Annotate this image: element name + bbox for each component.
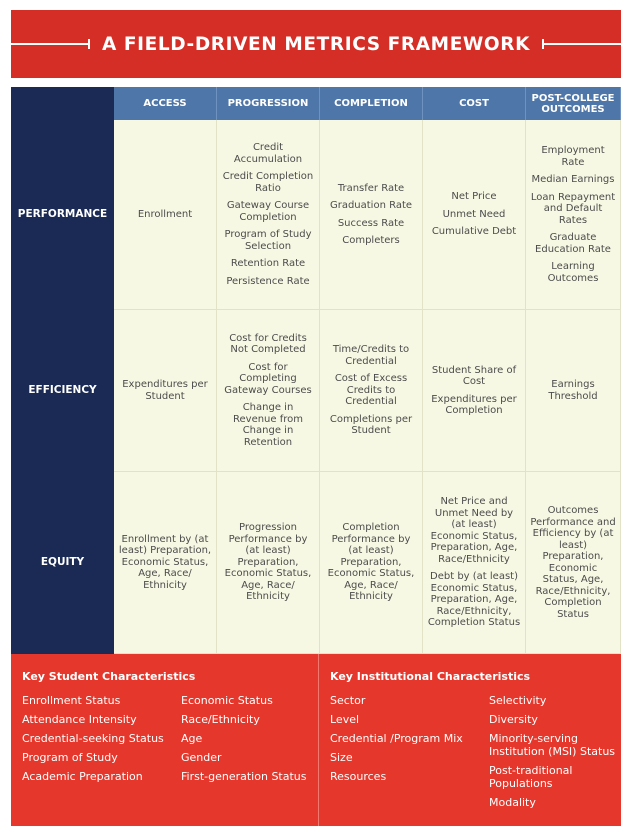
metric-item: Success Rate: [337, 217, 405, 229]
metric-item: Learning Outcomes: [547, 261, 599, 284]
metric-cell-efficiency-cost: [423, 310, 526, 472]
characteristic-item: Minority-serving Institution (MSI) Status: [489, 732, 616, 758]
student-characteristics-col2: [181, 694, 316, 789]
title-banner: [11, 10, 621, 78]
column-header-post-college-outcomes: POST-COLLEGE OUTCOMES: [526, 87, 621, 120]
metric-item: Persistence Rate: [226, 275, 310, 287]
metric-item: Median Earnings: [531, 174, 615, 185]
metric-item: Transfer Rate: [337, 182, 405, 194]
metric-item: Outcomes Performance and Efficiency by (at least) Preparation, Economic Status, Age, Race/Ethnicity, Completion Status: [530, 505, 616, 620]
metric-cell-efficiency-access: [114, 310, 217, 472]
institutional-characteristics-title: Key Institutional Characteristics: [330, 670, 531, 683]
characteristic-item: Economic Status: [181, 694, 273, 707]
metric-cell-equity-access: [114, 472, 217, 654]
characteristic-item: First-generation Status: [181, 770, 307, 783]
metric-item: Expenditures per Completion: [431, 393, 517, 416]
metric-item: Net Price: [451, 191, 497, 203]
institutional-characteristics: [319, 654, 621, 826]
metric-item: Completers: [342, 235, 400, 246]
metric-cell-equity-completion: [320, 472, 423, 654]
metric-item: Debt by (at least) Economic Status, Preparation, Age, Race/Ethnicity, Completion Status: [427, 571, 521, 629]
metric-item: Completion Performance by (at least) Preparation, Economic Status, Age, Race/ Ethnicity: [327, 522, 415, 603]
column-header-progression: PROGRESSION: [217, 87, 320, 120]
metric-cell-efficiency-progression: [217, 310, 320, 472]
page-title: A FIELD-DRIVEN METRICS FRAMEWORK: [101, 33, 531, 55]
institutional-characteristics-col1: [330, 694, 480, 789]
characteristic-item: Size: [330, 751, 353, 764]
characteristic-item: Race/Ethnicity: [181, 713, 260, 726]
metric-item: Graduation Rate: [329, 200, 413, 211]
metrics-matrix: [11, 87, 621, 654]
metric-item: Employment Rate: [541, 145, 605, 168]
metric-item: Gateway Course Completion: [226, 200, 310, 223]
metric-cell-efficiency-completion: [320, 310, 423, 472]
metric-cell-performance-access: [114, 120, 217, 310]
metric-item: Graduate Education Rate: [535, 232, 611, 255]
metric-item: Cost for Completing Gateway Courses: [224, 361, 312, 396]
metric-cell-performance-cost: [423, 120, 526, 310]
characteristic-item: Resources: [330, 770, 387, 783]
characteristic-item: Level: [330, 713, 360, 726]
characteristic-item: Attendance Intensity: [22, 713, 137, 726]
row-header-equity: EQUITY: [11, 472, 114, 654]
metric-item: Enrollment by (at least) Preparation, Economic Status, Age, Race/ Ethnicity: [118, 533, 212, 591]
metric-item: Loan Repayment and Default Rates: [530, 191, 616, 226]
metric-item: Enrollment: [137, 208, 193, 220]
characteristic-item: Age: [181, 732, 203, 745]
characteristic-item: Sector: [330, 694, 366, 707]
characteristic-item: Enrollment Status: [22, 694, 121, 707]
metric-cell-equity-cost: [423, 472, 526, 654]
student-characteristics-col1: [22, 694, 172, 789]
metric-cell-performance-completion: [320, 120, 423, 310]
metric-item: Net Price and Unmet Need by (at least) Economic Status, Preparation, Age, Race/Ethnicity: [430, 496, 518, 565]
metric-cell-equity-post-college-outcomes: [526, 472, 621, 654]
metric-item: Student Share of Cost: [431, 364, 517, 387]
characteristic-item: Credential /Program Mix: [330, 732, 463, 745]
row-header-efficiency: EFFICIENCY: [11, 310, 114, 472]
column-header-completion: COMPLETION: [320, 87, 423, 120]
characteristic-item: Credential-seeking Status: [22, 732, 164, 745]
characteristic-item: Post-traditional Populations: [489, 764, 573, 790]
metric-item: Program of Study Selection: [224, 229, 312, 252]
banner-rule-right: [542, 43, 630, 45]
metric-cell-efficiency-post-college-outcomes: [526, 310, 621, 472]
column-header-access: ACCESS: [114, 87, 217, 120]
metric-item: Time/Credits to Credential: [332, 344, 410, 367]
institutional-characteristics-col2: [489, 694, 619, 815]
characteristics-panel: [11, 654, 621, 826]
metric-item: Change in Revenue from Change in Retention: [233, 402, 303, 448]
characteristic-item: Selectivity: [489, 694, 547, 707]
column-header-cost: COST: [423, 87, 526, 120]
metric-item: Credit Completion Ratio: [222, 171, 314, 194]
characteristic-item: Diversity: [489, 713, 538, 726]
metric-item: Unmet Need: [442, 208, 506, 220]
metric-item: Credit Accumulation: [233, 142, 303, 165]
metric-item: Earnings Threshold: [548, 379, 598, 402]
characteristic-item: Program of Study: [22, 751, 118, 764]
characteristic-item: Gender: [181, 751, 222, 764]
banner-rule-left: [2, 43, 90, 45]
matrix-corner: [11, 87, 114, 120]
characteristic-item: Modality: [489, 796, 536, 809]
metric-item: Expenditures per Student: [122, 379, 208, 402]
metric-item: Cost for Credits Not Completed: [229, 332, 307, 356]
row-header-performance: PERFORMANCE: [11, 120, 114, 310]
metric-cell-equity-progression: [217, 472, 320, 654]
metric-item: Retention Rate: [230, 258, 306, 269]
metric-item: Cumulative Debt: [431, 226, 517, 238]
metric-cell-performance-post-college-outcomes: [526, 120, 621, 310]
student-characteristics: [11, 654, 319, 826]
metric-cell-performance-progression: [217, 120, 320, 310]
student-characteristics-title: Key Student Characteristics: [22, 670, 196, 683]
metric-item: Cost of Excess Credits to Credential: [334, 373, 408, 408]
metric-item: Completions per Student: [329, 413, 413, 437]
characteristic-item: Academic Preparation: [22, 770, 143, 783]
metric-item: Progression Performance by (at least) Preparation, Economic Status, Age, Race/ Ethnicity: [224, 522, 312, 603]
